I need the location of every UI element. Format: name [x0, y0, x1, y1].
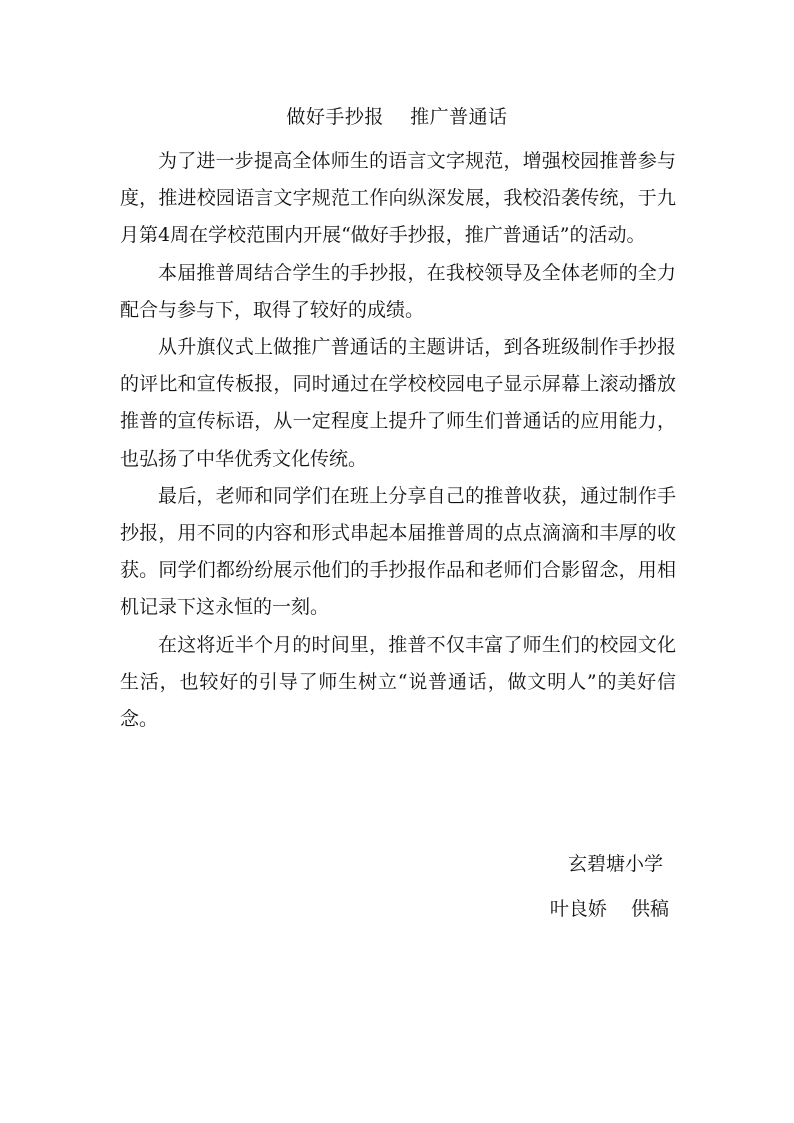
paragraph: 最后，老师和同学们在班上分享自己的推普收获，通过制作手抄报，用不同的内容和形式串起本届推普周的点点滴滴和丰厚的收获。同学们都纷纷展示他们的手抄报作品和老师们合影留念，用相机记录下这永恒的一刻。 — [120, 484, 676, 619]
paragraph: 为了进一步提高全体师生的语言文字规范，增强校园推普参与度，推进校园语言文字规范工作向纵深发展，我校沿袭传统，于九月第4周在学校范围内开展“做好手抄报，推广普通话”的活动。 — [120, 150, 676, 247]
document-title: 做好手抄报 推广普通话 — [286, 106, 508, 128]
paragraph: 从升旗仪式上做推广普通话的主题讲话，到各班级制作手抄报的评比和宣传板报，同时通过在学校校园电子显示屏幕上滚动播放推普的宣传标语，从一定程度上提升了师生们普通话的应用能力，也弘扬了中华优秀文化传统。 — [120, 336, 676, 470]
signature-author: 叶良娇 供稿 — [549, 898, 669, 920]
signature-school: 玄碧塘小学 — [567, 853, 663, 875]
paragraph: 本届推普周结合学生的手抄报，在我校领导及全体老师的全力配合与参与下，取得了较好的成绩。 — [120, 261, 676, 321]
document-body — [120, 143, 676, 738]
paragraph: 在这将近半个月的时间里，推普不仅丰富了师生们的校园文化生活，也较好的引导了师生树立“说普通话，做文明人”的美好信念。 — [120, 633, 676, 731]
